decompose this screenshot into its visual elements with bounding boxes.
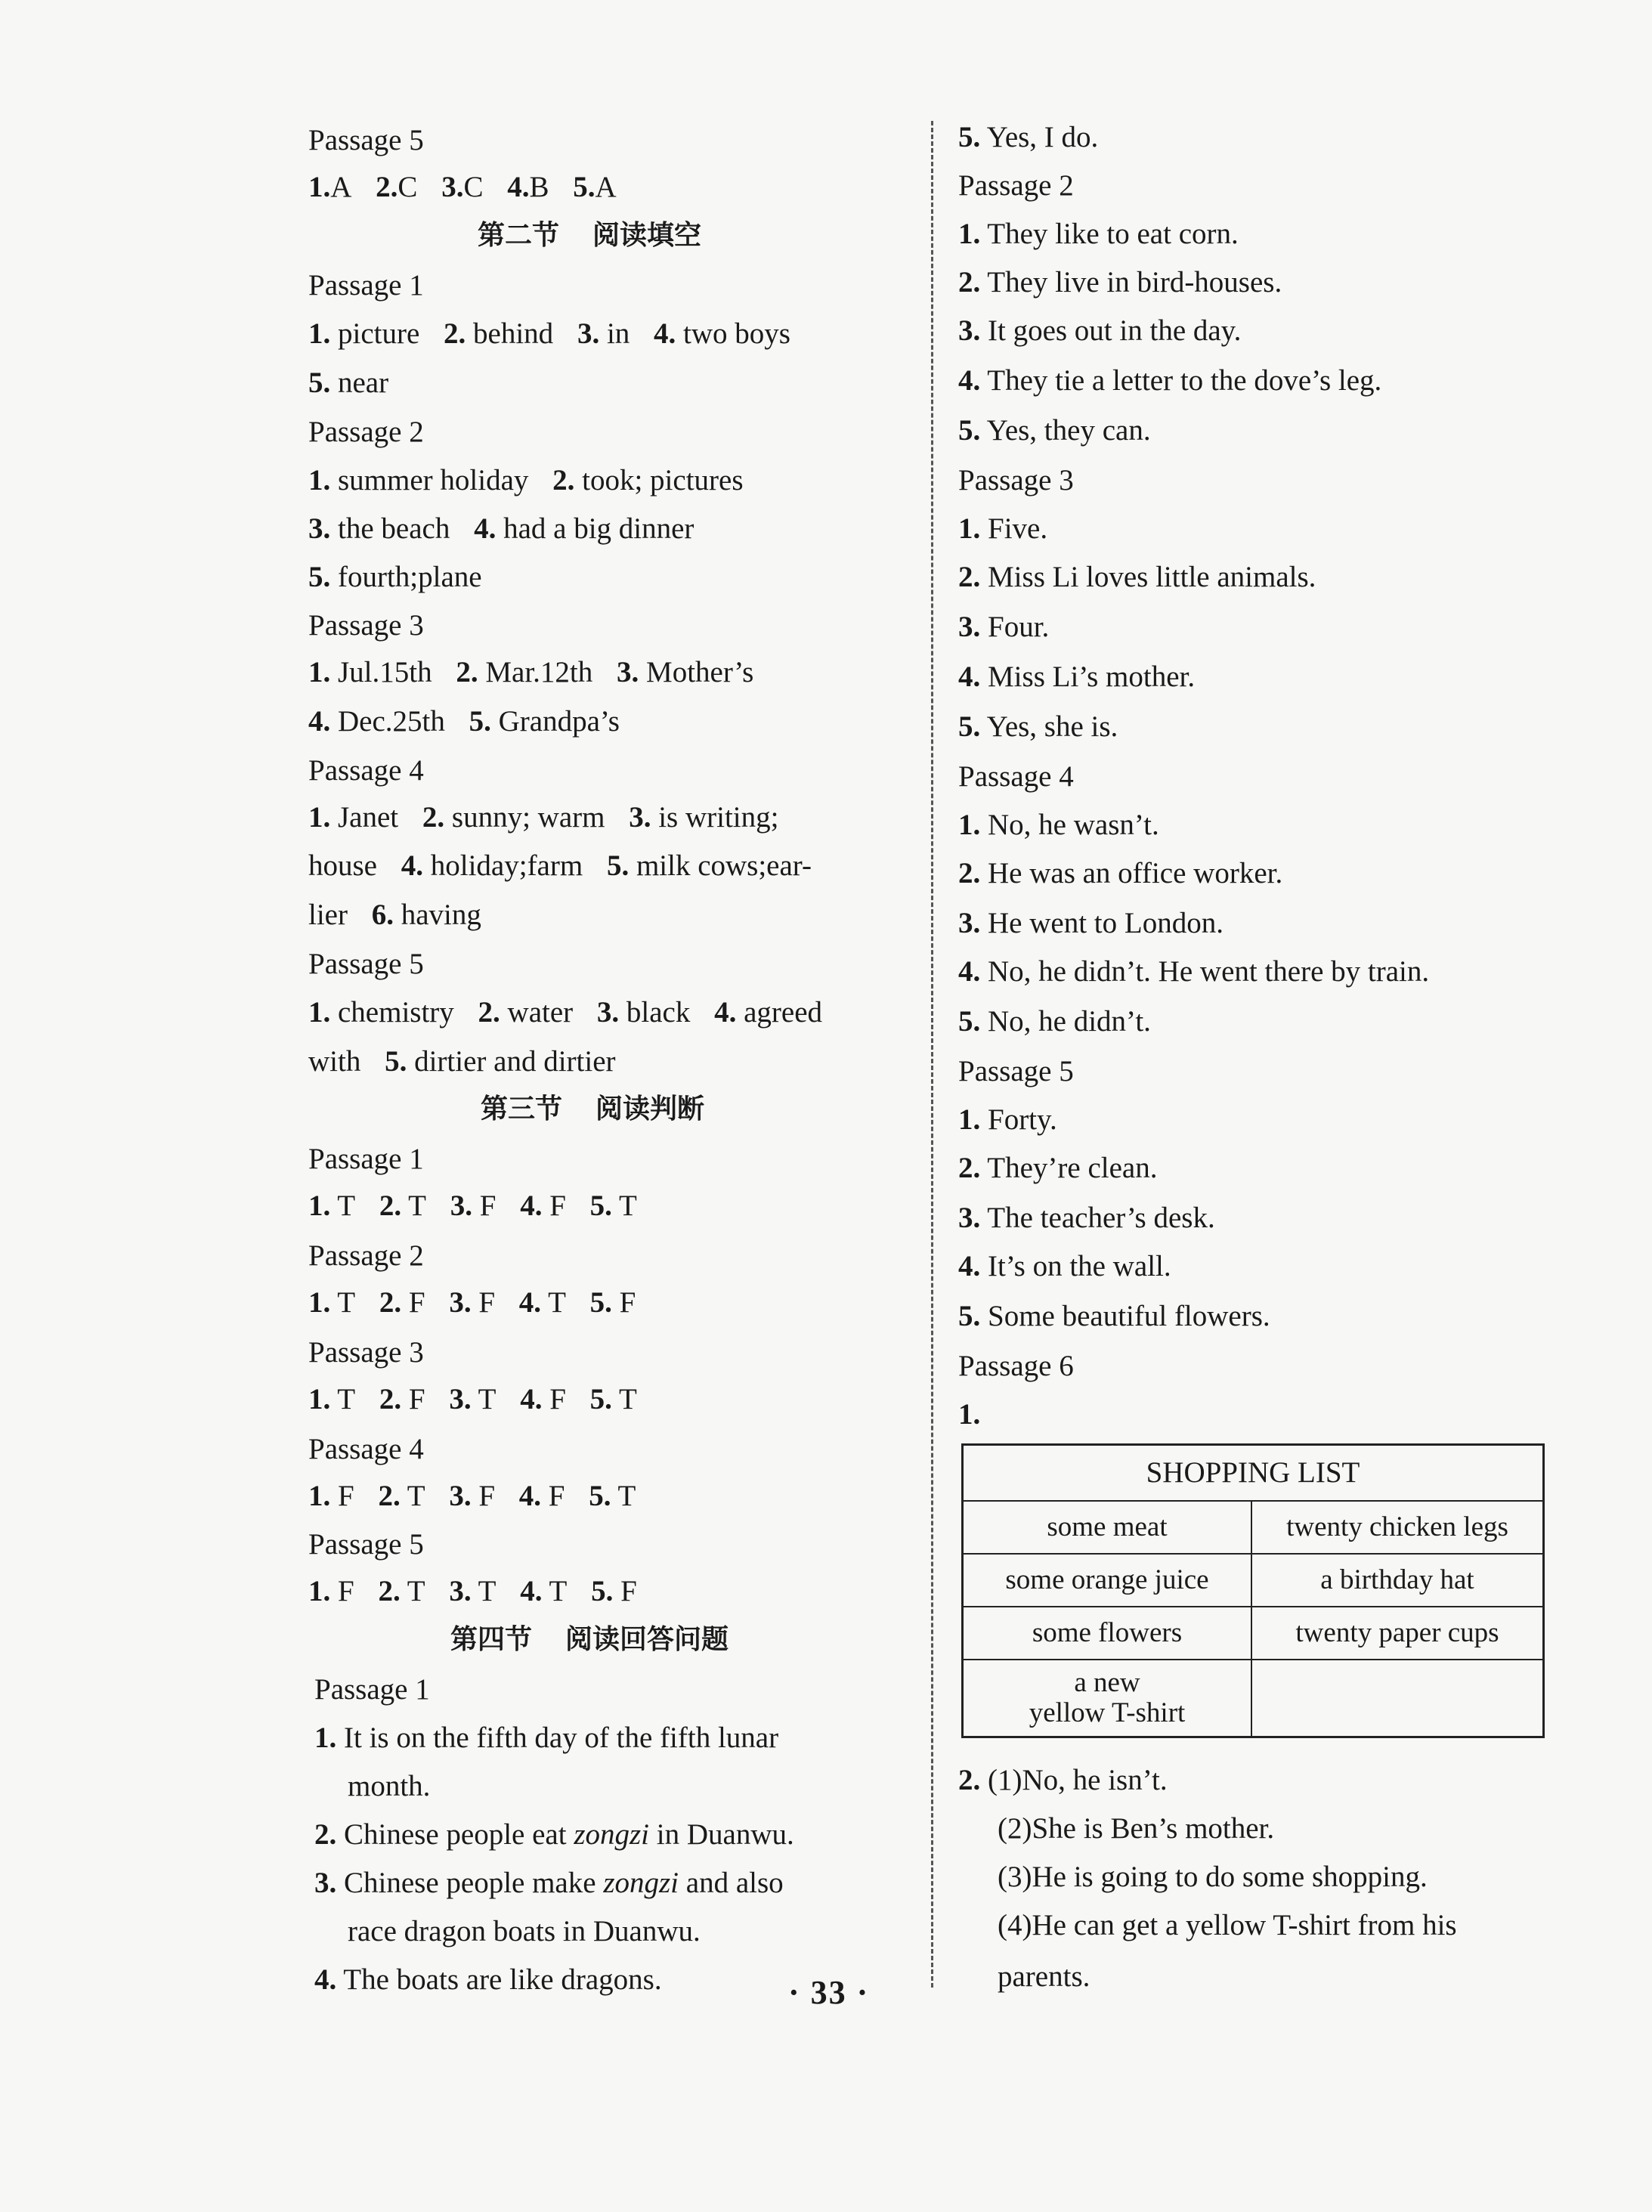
answer-line: 5. Yes, I do. (958, 121, 1099, 153)
answer-line: 5. fourth;plane (308, 561, 482, 593)
answer-line: 1. summer holiday 2. took; pictures (308, 464, 744, 497)
page-number: · 33 · (788, 1974, 870, 2011)
question-number: 1. (958, 1398, 981, 1431)
answer-line: 1.A 2.C 3.C 4.B 5.A (308, 171, 617, 203)
passage-title: Passage 1 (314, 1673, 430, 1706)
answer-line: 1. chemistry 2. water 3. black 4. agreed (308, 996, 823, 1029)
passage-title: Passage 3 (958, 464, 1074, 497)
shopping-list-table (961, 1443, 1545, 1738)
answer-line: 3. Chinese people make zongzi and also (314, 1867, 784, 1899)
answer-line: 5. Some beautiful flowers. (958, 1300, 1270, 1332)
answer-line: 2. They’re clean. (958, 1152, 1158, 1184)
passage-title: Passage 3 (308, 1336, 424, 1369)
answer-line: 4. They tie a letter to the dove’s leg. (958, 364, 1382, 397)
answer-line: 4. No, he didn’t. He went there by train. (958, 955, 1430, 988)
answer-line: 1. T 2. T 3. F 4. F 5. T (308, 1190, 637, 1222)
passage-title: Passage 2 (308, 416, 424, 448)
passage-title: Passage 4 (308, 1433, 424, 1465)
answer-line: 1. It is on the fifth day of the fifth lunar (314, 1722, 779, 1754)
passage-title: Passage 5 (308, 1528, 424, 1561)
answer-line: 2. They live in bird-houses. (958, 266, 1282, 299)
answer-line: (4)He can get a yellow T-shirt from his (998, 1909, 1457, 1941)
answer-line: 3. He went to London. (958, 907, 1224, 939)
answer-line: 2. He was an office worker. (958, 857, 1283, 889)
table-cell: some orange juice (963, 1554, 1252, 1607)
passage-title: Passage 6 (958, 1350, 1074, 1382)
answer-line: 4. Miss Li’s mother. (958, 661, 1196, 693)
table-row (963, 1501, 1544, 1554)
passage-title: Passage 2 (308, 1239, 424, 1272)
answer-line: 1. Jul.15th 2. Mar.12th 3. Mother’s (308, 656, 754, 688)
answer-continuation: parents. (998, 1960, 1091, 1993)
table-cell: some meat (963, 1501, 1252, 1554)
passage-title: Passage 4 (308, 754, 424, 787)
table-row (963, 1554, 1544, 1607)
answer-line: (3)He is going to do some shopping. (998, 1861, 1428, 1893)
section-heading: 第二节 阅读填空 (478, 220, 702, 251)
table-row (963, 1660, 1544, 1737)
answer-line: with 5. dirtier and dirtier (308, 1045, 616, 1078)
answer-line: 3. Four. (958, 611, 1050, 643)
answer-line: 4. Dec.25th 5. Grandpa’s (308, 705, 620, 738)
section-heading: 第三节 阅读判断 (481, 1094, 705, 1125)
answer-line: 5. Yes, they can. (958, 414, 1151, 447)
answer-line: 5. near (308, 367, 389, 399)
answer-line: 1. No, he wasn’t. (958, 809, 1159, 841)
answer-line: 5. No, he didn’t. (958, 1005, 1151, 1038)
passage-title: Passage 4 (958, 760, 1074, 793)
table-cell-empty (1251, 1660, 1544, 1737)
answer-line: 1. Five. (958, 512, 1048, 545)
table-cell: some flowers (963, 1607, 1252, 1660)
answer-line: 3. the beach 4. had a big dinner (308, 512, 695, 545)
passage-title: Passage 5 (958, 1055, 1074, 1087)
answer-line: 1. F 2. T 3. T 4. T 5. F (308, 1575, 637, 1607)
answer-line: 1. F 2. T 3. F 4. F 5. T (308, 1480, 636, 1512)
passage-title: Passage 3 (308, 609, 424, 642)
answer-line: 1. T 2. F 3. T 4. F 5. T (308, 1383, 637, 1415)
table-cell: a birthday hat (1251, 1554, 1544, 1607)
answer-line: house 4. holiday;farm 5. milk cows;ear- (308, 849, 812, 882)
answer-line: 5. Yes, she is. (958, 710, 1118, 743)
table-title: SHOPPING LIST (963, 1445, 1544, 1502)
answer-line: 1. picture 2. behind 3. in 4. two boys (308, 317, 790, 350)
section-heading: 第四节 阅读回答问题 (450, 1624, 729, 1655)
table-cell: a new yellow T-shirt (963, 1660, 1252, 1737)
answer-continuation: race dragon boats in Duanwu. (348, 1915, 701, 1947)
answer-line: 1. They like to eat corn. (958, 218, 1239, 250)
answer-line: 2. Chinese people eat zongzi in Duanwu. (314, 1818, 794, 1851)
table-row (963, 1607, 1544, 1660)
passage-title: Passage 5 (308, 124, 424, 156)
answer-line: lier 6. having (308, 899, 481, 931)
column-divider (931, 121, 933, 1988)
answer-line: 1. Janet 2. sunny; warm 3. is writing; (308, 801, 779, 834)
answer-line: 2. (1)No, he isn’t. (958, 1764, 1168, 1796)
answer-line: 4. It’s on the wall. (958, 1250, 1171, 1282)
passage-title: Passage 1 (308, 1143, 424, 1175)
passage-title: Passage 5 (308, 948, 424, 980)
answer-line: (2)She is Ben’s mother. (998, 1812, 1275, 1845)
answer-line: 1. Forty. (958, 1103, 1057, 1136)
answer-continuation: month. (348, 1770, 431, 1802)
passage-title: Passage 2 (958, 169, 1074, 202)
answer-line: 4. The boats are like dragons. (314, 1963, 662, 1996)
table-cell: twenty paper cups (1251, 1607, 1544, 1660)
answer-line: 3. It goes out in the day. (958, 314, 1242, 347)
passage-title: Passage 1 (308, 269, 424, 302)
answer-line: 1. T 2. F 3. F 4. T 5. F (308, 1286, 636, 1319)
table-cell: twenty chicken legs (1251, 1501, 1544, 1554)
answer-line: 2. Miss Li loves little animals. (958, 561, 1316, 593)
answer-line: 3. The teacher’s desk. (958, 1202, 1215, 1234)
